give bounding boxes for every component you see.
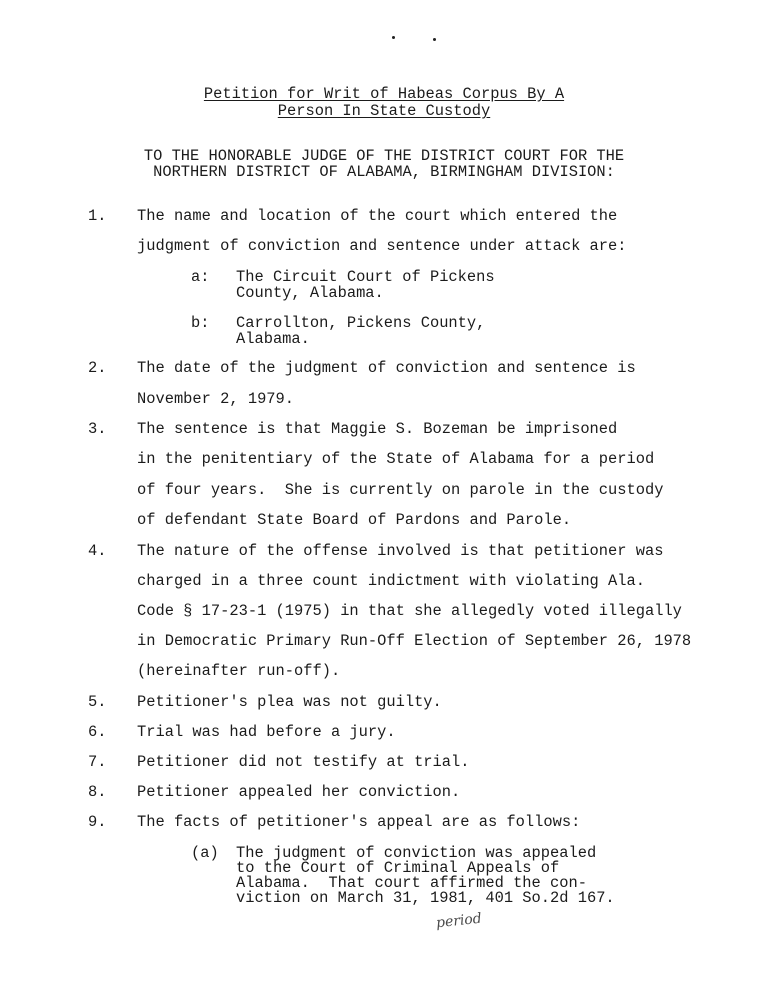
sub-item-label: b: xyxy=(191,314,210,332)
sub-item-text: Alabama. That court affirmed the con- xyxy=(236,874,587,892)
document-title: Person In State Custody xyxy=(277,102,491,120)
item-number: 9. xyxy=(88,813,107,831)
item-text: The nature of the offense involved is that petitioner was xyxy=(137,542,664,560)
sub-item-text: Alabama. xyxy=(236,330,310,348)
court-address: TO THE HONORABLE JUDGE OF THE DISTRICT COURT FOR THE xyxy=(143,147,625,165)
item-text: Trial was had before a jury. xyxy=(137,723,396,741)
item-text: of defendant State Board of Pardons and Parole. xyxy=(137,511,572,529)
item-text: in the penitentiary of the State of Alabama for a period xyxy=(137,450,655,468)
item-text: The name and location of the court which entered the xyxy=(137,207,618,225)
item-number: 5. xyxy=(88,693,107,711)
item-text: November 2, 1979. xyxy=(137,390,295,408)
item-text: (hereinafter run-off). xyxy=(137,662,341,680)
item-text: judgment of conviction and sentence under attack are: xyxy=(137,237,627,255)
item-text: Petitioner's plea was not guilty. xyxy=(137,693,442,711)
sub-item-text: to the Court of Criminal Appeals of xyxy=(236,859,560,877)
sub-item-text: Carrollton, Pickens County, xyxy=(236,314,486,332)
scan-speck xyxy=(392,36,395,39)
item-text: of four years. She is currently on parole in the custody xyxy=(137,481,664,499)
item-number: 7. xyxy=(88,753,107,771)
item-text: Petitioner did not testify at trial. xyxy=(137,753,470,771)
sub-item-text: viction on March 31, 1981, 401 So.2d 167. xyxy=(236,889,615,907)
sub-item-text: The Circuit Court of Pickens xyxy=(236,268,495,286)
item-text: charged in a three count indictment with violating Ala. xyxy=(137,572,645,590)
item-number: 3. xyxy=(88,420,107,438)
item-text: in Democratic Primary Run-Off Election of September 26, 1978 xyxy=(137,632,692,650)
item-number: 6. xyxy=(88,723,107,741)
item-number: 1. xyxy=(88,207,107,225)
item-number: 4. xyxy=(88,542,107,560)
sub-item-text: County, Alabama. xyxy=(236,284,384,302)
item-text: Petitioner appealed her conviction. xyxy=(137,783,461,801)
handwritten-annotation: period xyxy=(435,910,483,932)
scan-speck xyxy=(433,38,436,41)
court-address: NORTHERN DISTRICT OF ALABAMA, BIRMINGHAM DIVISION: xyxy=(153,163,615,181)
item-text: Code § 17-23-1 (1975) in that she allegedly voted illegally xyxy=(137,602,682,620)
item-number: 8. xyxy=(88,783,107,801)
item-number: 2. xyxy=(88,359,107,377)
item-text: The date of the judgment of conviction and sentence is xyxy=(137,359,636,377)
item-text: The sentence is that Maggie S. Bozeman be imprisoned xyxy=(137,420,618,438)
sub-item-label: a: xyxy=(191,268,210,286)
item-text: The facts of petitioner's appeal are as follows: xyxy=(137,813,581,831)
sub-item-label: (a) xyxy=(191,844,219,862)
document-title: Petition for Writ of Habeas Corpus By A xyxy=(203,85,565,103)
sub-item-text: The judgment of conviction was appealed xyxy=(236,844,597,862)
